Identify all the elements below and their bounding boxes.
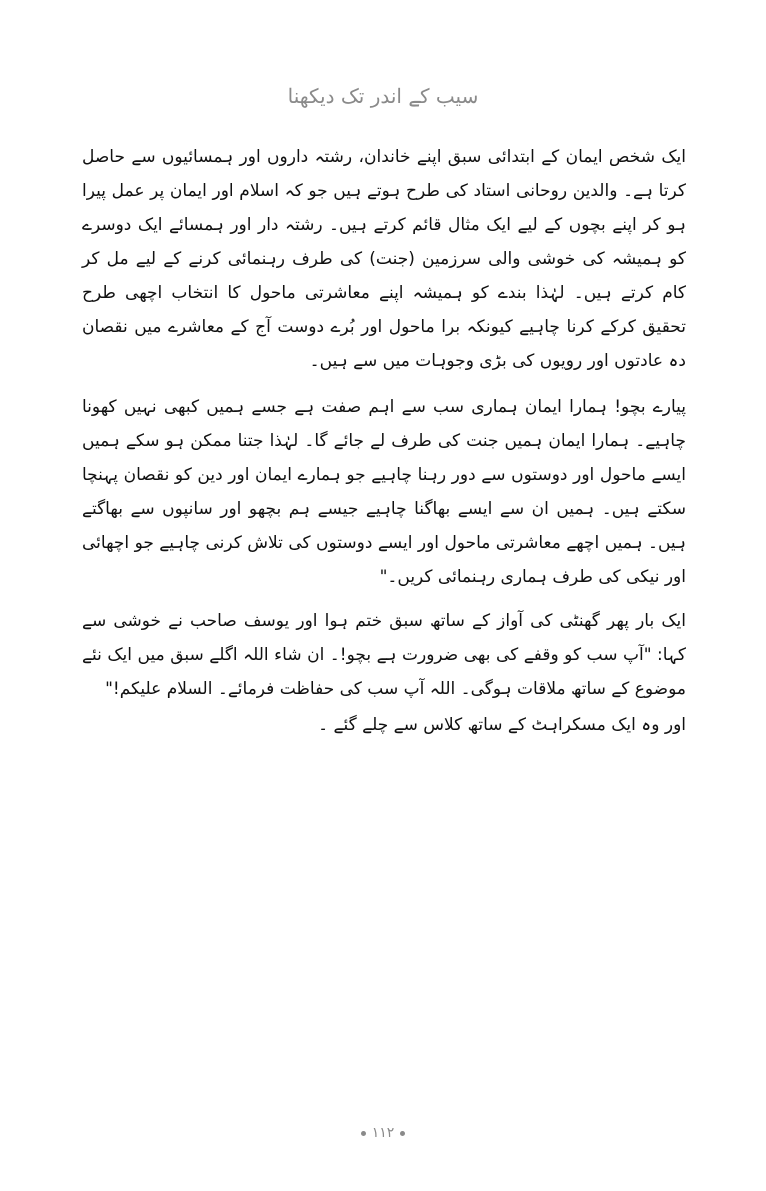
page-footer — [0, 1125, 766, 1141]
footer-dot-right-icon — [400, 1131, 405, 1136]
paragraph-3: ایک بار پھر گھنٹی کی آواز کے ساتھ سبق ختم ہوا اور یوسف صاحب نے خوشی سے کہا: "آپ سب کو وقفے کی بھی ضرورت ہے بچو!۔ ان شاء اللہ اگلے سبق میں ایک نئے موضوع کے ساتھ ملاقات ہوگی۔ اللہ آپ سب کی حفاظت فرمائے۔ السلام علیکم!" — [82, 611, 686, 699]
body-text — [82, 140, 686, 752]
footer-dot-left-icon — [361, 1131, 366, 1136]
running-header-title: سیب کے اندر تک دیکھنا — [287, 84, 479, 108]
page-number: ١١٢ — [371, 1125, 395, 1141]
paragraph-1: ایک شخص ایمان کے ابتدائی سبق اپنے خاندان، رشتہ داروں اور ہمسائیوں سے حاصل کرتا ہے۔ والدین روحانی استاد کی طرح ہوتے ہیں جو کہ اسلام اور ایمان پر عمل پیرا ہو کر اپنے بچوں کے لیے ایک مثال قائم کرتے ہیں۔ رشتہ دار اور ہمسائے ایک دوسرے کو ہمیشہ کی خوشی والی سرزمین (جنت) کی طرف رہنمائی کرنے کے لیے مل کر کام کرتے ہیں۔ لہٰذا بندے کو ہمیشہ اپنے معاشرتی ماحول کا انتخاب اچھی طرح تحقیق کرکے کرنا چاہیے کیونکہ برا ماحول اور بُرے دوست آج کے معاشرے میں نقصان دہ عادتوں اور رویوں کی بڑی وجوہات میں سے ہیں۔ — [82, 147, 686, 371]
paragraph-2: پیارے بچو! ہمارا ایمان ہماری سب سے اہم صفت ہے جسے ہمیں کبھی نہیں کھونا چاہیے۔ ہمارا ایمان ہمیں جنت کی طرف لے جائے گا۔ لہٰذا جتنا ممکن ہو سکے ہمیں ایسے ماحول اور دوستوں سے دور رہنا چاہیے جو ہمارے ایمان اور دین کو نقصان پہنچا سکتے ہیں۔ ہمیں ان سے ایسے بھاگنا چاہیے جیسے ہم بچھو اور سانپوں سے بھاگتے ہیں۔ ہمیں اچھے معاشرتی ماحول اور ایسے دوستوں کی تلاش کرنی چاہیے جو اچھائی اور نیکی کی طرف ہماری رہنمائی کریں۔" — [82, 397, 686, 587]
paragraph-4: اور وہ ایک مسکراہٹ کے ساتھ کلاس سے چلے گئے ۔ — [318, 715, 686, 735]
